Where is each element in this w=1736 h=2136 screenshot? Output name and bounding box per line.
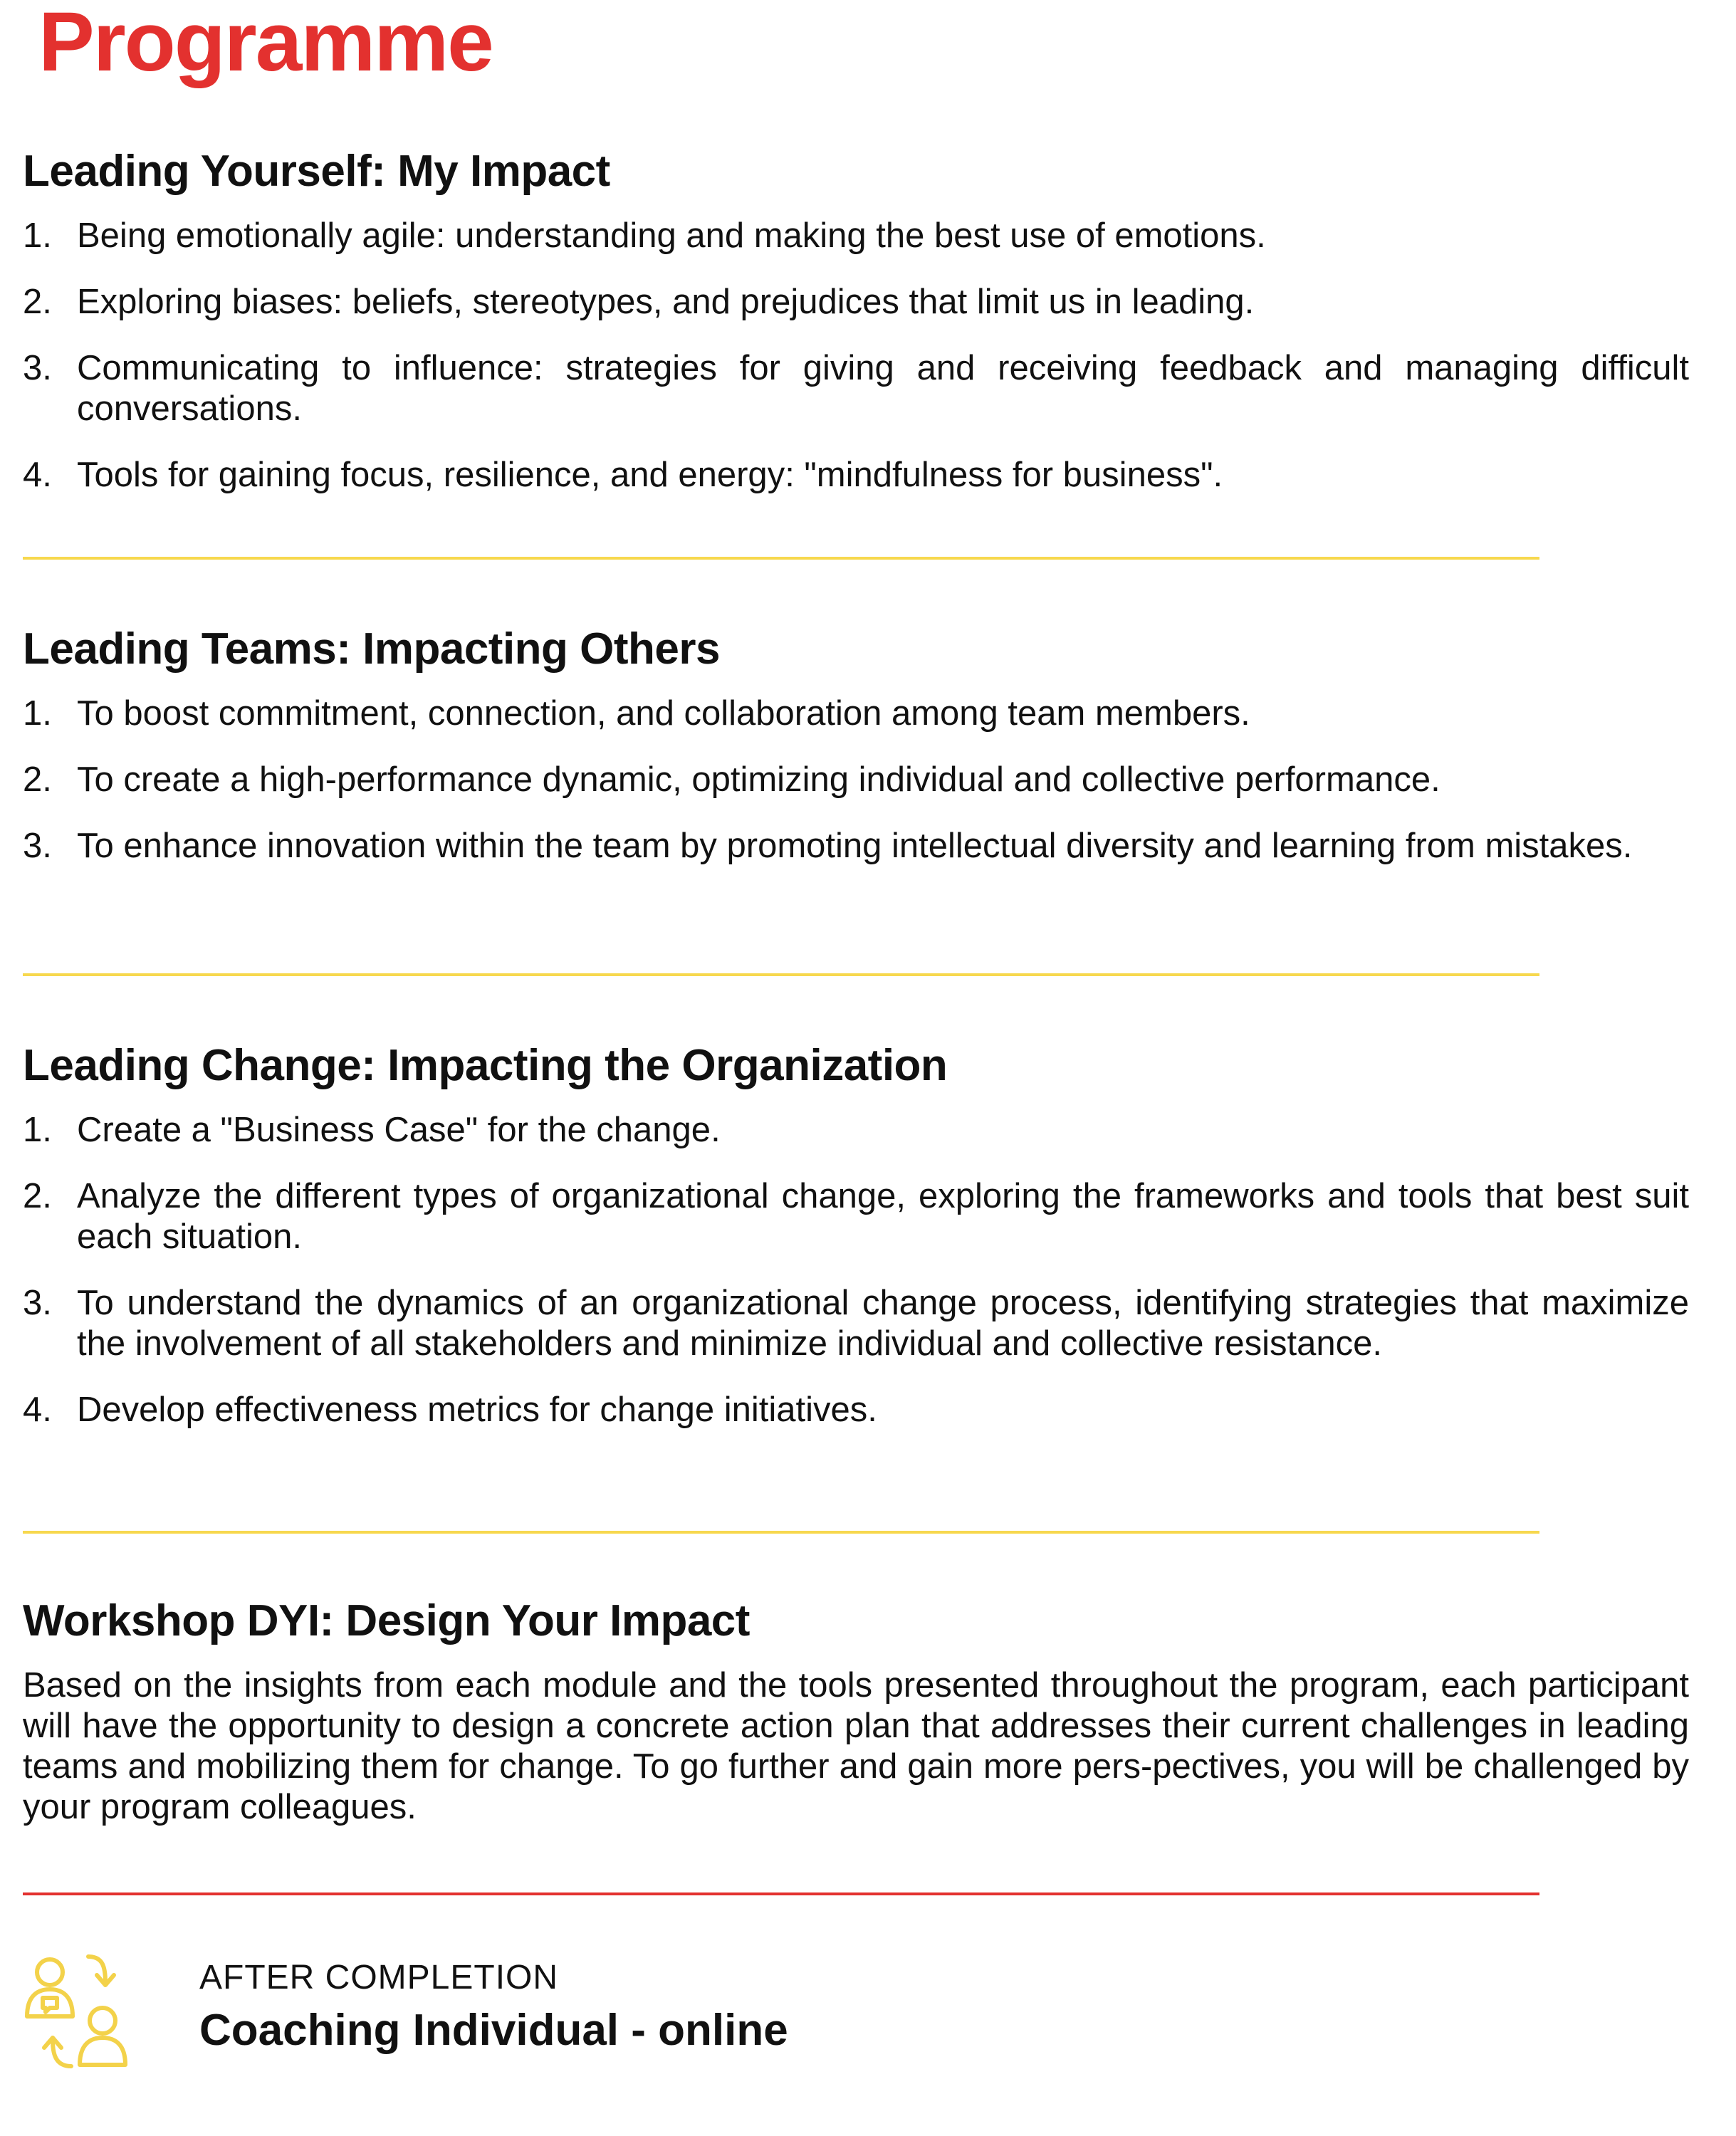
list-item [23,282,1689,323]
workshop-description: Based on the insights from each module and the tools presented throughout the program, each participant will have the opportunity to design a concrete action plan that addresses their current challenges in leading teams and mobilizing them for change. To go further and gain more pers-pectives, you will be challenged by your program colleagues. [23,1666,1689,1826]
list-item [23,455,1689,496]
list-item [23,826,1689,867]
item-number: 1. [23,1111,52,1149]
list-item [23,1390,1689,1430]
section-heading: Leading Teams: Impacting Others [23,624,720,674]
section-leading-yourself [23,146,1689,496]
section-leading-change [23,1040,1689,1430]
after-completion-block [23,1951,1689,2093]
section-leading-teams [23,624,1689,867]
item-list [23,216,1689,496]
item-text: Exploring biases: beliefs, stereotypes, and prejudices that limit us in leading. [77,283,1255,321]
list-item [23,1176,1689,1257]
page-title: Programme [38,0,493,89]
item-text: Communicating to influence: strategies for giving and receiving feedback and managing difficult conversations. [77,349,1689,428]
section-divider [23,1531,1539,1534]
item-text: Analyze the different types of organizational change, exploring the frameworks and tools that best suit each situation. [77,1177,1689,1256]
section-heading: Leading Yourself: My Impact [23,147,610,196]
list-item [23,216,1689,256]
section-workshop [23,1596,1689,1863]
coaching-title: Coaching Individual - online [199,2006,788,2055]
list-item [23,1283,1689,1364]
section-heading: Leading Change: Impacting the Organization [23,1041,948,1090]
coaching-people-exchange-icon [23,1951,137,2072]
section-divider [23,973,1539,976]
section-divider [23,557,1539,560]
list-item [23,348,1689,429]
list-item [23,693,1689,734]
item-number: 4. [23,1391,52,1429]
item-number: 2. [23,283,52,321]
item-number: 4. [23,456,52,494]
item-number: 3. [23,827,52,865]
section-heading: Workshop DYI: Design Your Impact [23,1596,750,1645]
item-number: 1. [23,694,52,733]
item-text: To understand the dynamics of an organizational change process, identifying strategies that maximize the involvement of all stakeholders and minimize individual and collective resistance. [77,1284,1689,1363]
item-text: To boost commitment, connection, and collaboration among team members. [77,694,1250,733]
item-text: To create a high-performance dynamic, optimizing individual and collective performance. [77,760,1440,799]
item-number: 2. [23,760,52,799]
item-text: Create a "Business Case" for the change. [77,1111,721,1149]
item-number: 3. [23,1284,52,1322]
item-number: 1. [23,216,52,255]
item-number: 2. [23,1177,52,1215]
item-number: 3. [23,349,52,387]
item-list [23,693,1689,867]
item-text: Being emotionally agile: understanding and making the best use of emotions. [77,216,1266,255]
item-text: Tools for gaining focus, resilience, and energy: "mindfulness for business". [77,456,1223,494]
list-item [23,1110,1689,1151]
item-list [23,1110,1689,1430]
list-item [23,760,1689,800]
after-completion-label: AFTER COMPLETION [199,1959,559,1996]
item-text: Develop effectiveness metrics for change initiatives. [77,1391,877,1429]
item-text: To enhance innovation within the team by promoting intellectual diversity and learning from mistakes. [77,827,1633,865]
footer-divider [23,1892,1539,1895]
